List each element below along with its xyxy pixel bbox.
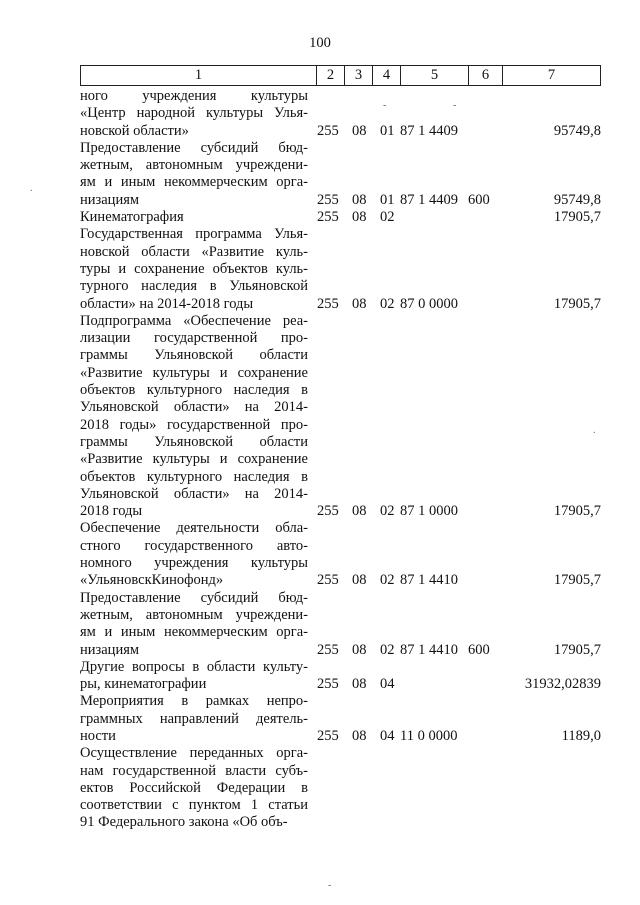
description-line: ям и иным некоммерческим орга- <box>80 174 308 191</box>
table-row <box>80 693 610 745</box>
row-codes <box>80 503 601 520</box>
rz-code: 08 <box>352 641 367 658</box>
csr-code: 87 0 0000 <box>400 295 458 312</box>
sum-value: 17905,7 <box>553 295 601 312</box>
pr-code: 04 <box>380 727 395 744</box>
table-row <box>80 745 610 831</box>
table-row <box>80 520 610 589</box>
description-line: граммы Ульяновской области <box>80 347 308 364</box>
sum-value: 31932,02839 <box>524 676 601 693</box>
csr-code: 11 0 0000 <box>400 727 458 744</box>
pr-code: 02 <box>380 503 395 520</box>
sum-value: 17905,7 <box>553 209 601 226</box>
sum-value: 95749,8 <box>553 122 601 139</box>
description-line: туры и сохранение объектов куль- <box>80 260 308 277</box>
description-line: стного государственного авто- <box>80 537 308 554</box>
description-line: лизации государственной про- <box>80 330 308 347</box>
scan-speck: - <box>453 100 457 111</box>
rz-code: 08 <box>352 191 367 208</box>
gr-code: 255 <box>317 295 339 312</box>
gr-code: 255 <box>317 191 339 208</box>
row-codes <box>80 192 601 209</box>
description-line: Государственная программа Улья- <box>80 226 308 243</box>
rz-code: 08 <box>352 122 367 139</box>
row-codes <box>80 728 601 745</box>
csr-code: 87 1 4410 <box>400 641 458 658</box>
gr-code: 255 <box>317 503 339 520</box>
header-col-7: 7 <box>503 66 601 86</box>
header-col-1: 1 <box>81 66 317 86</box>
csr-code: 87 1 4410 <box>400 572 458 589</box>
description-line: Мероприятия в рамках непро- <box>80 693 308 710</box>
description-line: номного учреждения культуры <box>80 555 308 572</box>
gr-code: 255 <box>317 209 339 226</box>
vr-code: 600 <box>468 641 490 658</box>
description-line: ности <box>80 727 116 744</box>
description-line: Осуществление переданных орга- <box>80 745 308 762</box>
description-line: «Развитие культуры и сохранение <box>80 451 308 468</box>
pr-code: 01 <box>380 122 395 139</box>
table-row <box>80 313 610 521</box>
header-col-6: 6 <box>469 66 503 86</box>
description-line: объектов культурного наследия в <box>80 468 308 485</box>
description-line: «УльяновскКинофонд» <box>80 572 224 589</box>
description-line: «Центр народной культуры Улья- <box>80 105 308 122</box>
description-line: области» на 2014-2018 годы <box>80 295 254 312</box>
row-codes <box>80 572 601 589</box>
sum-value: 1189,0 <box>561 727 601 744</box>
description-line: 2018 годы <box>80 503 143 520</box>
csr-code: 87 1 4409 <box>400 191 458 208</box>
csr-code: 87 1 4409 <box>400 122 458 139</box>
gr-code: 255 <box>317 676 339 693</box>
table-row <box>80 659 610 694</box>
scan-speck: . <box>30 183 33 194</box>
header-col-3: 3 <box>345 66 373 86</box>
header-col-4: 4 <box>373 66 401 86</box>
sum-value: 95749,8 <box>553 191 601 208</box>
row-codes <box>80 209 601 226</box>
gr-code: 255 <box>317 641 339 658</box>
rz-code: 08 <box>352 676 367 693</box>
header-col-2: 2 <box>317 66 345 86</box>
description-line: 91 Федерального закона «Об объ- <box>80 814 288 831</box>
description-line: Предоставление субсидий бюд- <box>80 139 308 156</box>
description-line: ры, кинематографии <box>80 676 207 693</box>
pr-code: 01 <box>380 191 395 208</box>
row-description <box>80 313 308 521</box>
row-codes <box>80 814 601 831</box>
description-line: объектов культурного наследия в <box>80 382 308 399</box>
description-line: Ульяновской области» на 2014- <box>80 485 308 502</box>
description-line: новской области «Развитие куль- <box>80 243 308 260</box>
row-codes <box>80 642 601 659</box>
vr-code: 600 <box>468 191 490 208</box>
description-line: низациям <box>80 641 140 658</box>
description-line: турного наследия в Ульяновской <box>80 278 308 295</box>
description-line: новской области» <box>80 122 189 139</box>
header-col-5: 5 <box>401 66 469 86</box>
description-line: жетным, автономным учреждени- <box>80 606 308 623</box>
rz-code: 08 <box>352 295 367 312</box>
gr-code: 255 <box>317 122 339 139</box>
rz-code: 08 <box>352 572 367 589</box>
scan-speck: - <box>383 100 387 111</box>
description-line: Подпрограмма «Обеспечение реа- <box>80 312 308 329</box>
sum-value: 17905,7 <box>553 503 601 520</box>
gr-code: 255 <box>317 572 339 589</box>
table-body <box>80 88 610 832</box>
description-line: граммных направлений деятель- <box>80 710 308 727</box>
table-row <box>80 226 610 312</box>
scan-speck: . <box>593 425 596 436</box>
sum-value: 17905,7 <box>553 641 601 658</box>
rz-code: 08 <box>352 727 367 744</box>
description-line: Обеспечение деятельности обла- <box>80 520 308 537</box>
table-row <box>80 88 610 140</box>
pr-code: 02 <box>380 209 395 226</box>
description-line: «Развитие культуры и сохранение <box>80 364 308 381</box>
description-line: Предоставление субсидий бюд- <box>80 589 308 606</box>
csr-code: 87 1 0000 <box>400 503 458 520</box>
description-line: граммы Ульяновской области <box>80 433 308 450</box>
description-line: жетным, автономным учреждени- <box>80 157 308 174</box>
description-line: низациям <box>80 191 140 208</box>
gr-code: 255 <box>317 727 339 744</box>
rz-code: 08 <box>352 503 367 520</box>
description-line: Кинематография <box>80 209 184 226</box>
table-row <box>80 140 610 209</box>
description-line: нам государственной власти субъ- <box>80 762 308 779</box>
table-header <box>80 65 601 86</box>
row-codes <box>80 676 601 693</box>
page-number: 100 <box>309 35 331 51</box>
description-line: ного учреждения культуры <box>80 88 308 104</box>
table-row <box>80 590 610 659</box>
description-line: Другие вопросы в области культу- <box>80 658 308 675</box>
pr-code: 04 <box>380 676 395 693</box>
description-line: ектов Российской Федерации в <box>80 779 308 796</box>
pr-code: 02 <box>380 295 395 312</box>
table-row <box>80 209 610 226</box>
pr-code: 02 <box>380 572 395 589</box>
pr-code: 02 <box>380 641 395 658</box>
row-codes <box>80 123 601 140</box>
scan-speck: - <box>328 880 332 891</box>
sum-value: 17905,7 <box>553 572 601 589</box>
description-line: соответствии с пунктом 1 статьи <box>80 797 308 814</box>
description-line: 2018 годы» государственной про- <box>80 416 308 433</box>
rz-code: 08 <box>352 209 367 226</box>
row-codes <box>80 296 601 313</box>
description-line: Ульяновской области» на 2014- <box>80 399 308 416</box>
description-line: ям и иным некоммерческим орга- <box>80 624 308 641</box>
